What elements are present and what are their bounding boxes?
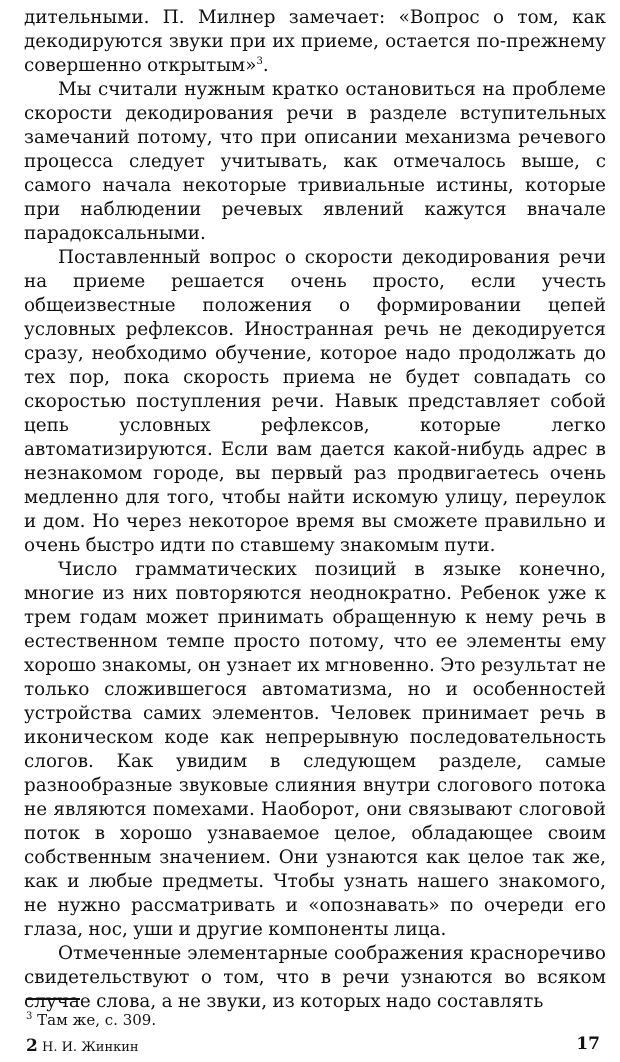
paragraph: Мы считали нужным кратко остановиться на проблеме скорости декодирования речи в разделе вступительных замечаний потому, что при описании механизма речевого процесса следует учитывать, как отмечалось выше, с самого начала некоторые тривиальные истины, которые при наблюдении речевых явлений кажутся вначале парадоксальными. <box>24 79 606 244</box>
paragraph: Поставленный вопрос о скорости декодирования речи на приеме решается очень просто, если учесть общеизвестные положения о формировании цепей условных рефлексов. Иностранная речь не декодируется сразу, необходимо обучение, которое надо продолжать до тех пор, пока скорость приема не будет совпадать со скоростью поступления речи. Навык представляет собой цепь условных рефлексов, которые легко автоматизируются. Если вам дается какой-нибудь адрес в незнакомом городе, вы первый раз продвигаетесь очень медленно для того, чтобы найти искомую улицу, переулок и дом. Но через некоторое время вы сможете правильно и очень быстро идти по ставшему знакомым пути. <box>24 247 606 556</box>
footnote-reference[interactable]: 3 <box>256 55 263 67</box>
footnote-marker: 3 <box>26 1011 33 1022</box>
page-number: 17 <box>576 1034 600 1054</box>
footnote <box>26 1010 156 1030</box>
signature-text: Н. И. Жинкин <box>41 1040 139 1055</box>
paragraph: Число грамматических позиций в языке конечно, многие из них повторяются неоднократно. Ребенок уже к трем годам может принимать обращенную к нему речь в естественном темпе просто потому, что ее элементы ему хорошо знакомы, он узнает их мгновенно. Это результат не только сложившегося автоматизма, но и особенностей устройства самих элементов. Человек принимает речь в иконическом коде как непрерывную последовательность слогов. Как увидим в следующем разделе, самые разнообразные звуковые слияния внутри слогового потока не являются помехами. Наоборот, они связывают слоговой поток в хорошо узнаваемое целое, обладающее своим собственным значением. Они узнаются как целое так же, как и любые предметы. Чтобы узнать нашего знакомого, не нужно рассматривать и «опознавать» по очереди его глаза, нос, уши и другие компоненты лица. <box>24 559 606 940</box>
page-body <box>24 6 606 1014</box>
signature-number: 2 <box>26 1036 38 1056</box>
footnote-divider <box>26 998 80 1000</box>
paragraph-text: дительными. П. Милнер замечает: «Вопрос о том, как декодируются звуки при их приеме, остается по-прежнему совершенно открытым» <box>24 7 606 76</box>
paragraph: Отмеченные элементарные соображения красноречиво свидетельствуют о том, что в речи узнаются во всяком случае слова, а не звуки, из которых надо составлять <box>24 943 606 1012</box>
paragraph-continuation <box>24 6 606 78</box>
footnote-text: Там же, с. 309. <box>37 1011 157 1029</box>
paragraph-tail: . <box>262 55 269 76</box>
printer-signature <box>26 1036 139 1058</box>
